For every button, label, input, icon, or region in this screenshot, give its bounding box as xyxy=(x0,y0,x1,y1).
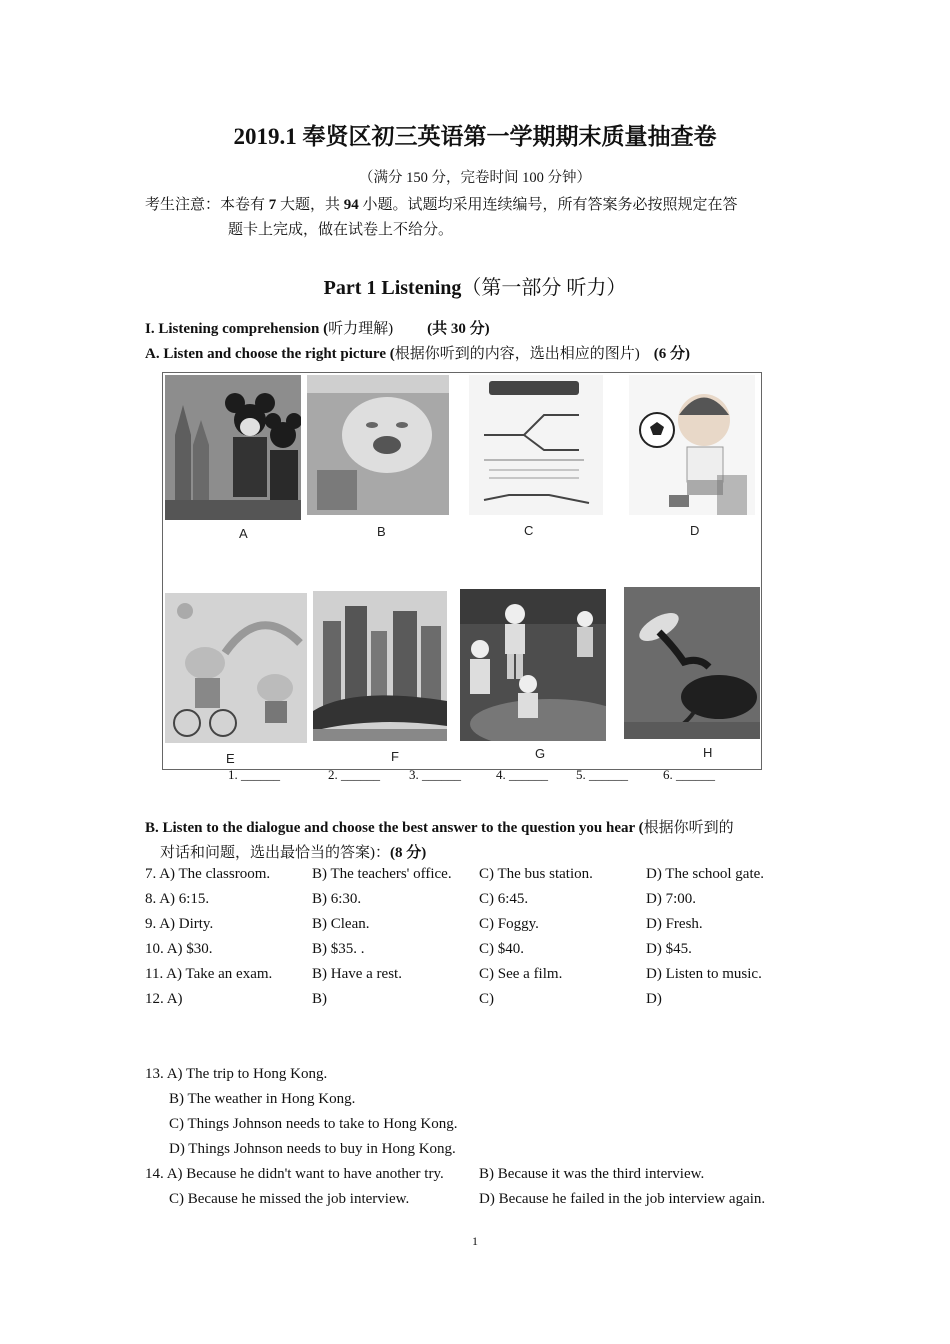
answer-blank: 2. ______ xyxy=(328,767,380,782)
section-b-heading xyxy=(145,816,734,837)
paper-subtitle: （满分 150 分，完卷时间 100 分钟） xyxy=(359,170,591,186)
section-a-score: (6 分) xyxy=(653,346,690,362)
option-c: C) xyxy=(479,991,494,1007)
section-i-score: (共 30 分) xyxy=(427,321,490,337)
part-title xyxy=(0,271,950,300)
option-d: D) Things Johnson needs to buy in Hong Kong. xyxy=(169,1141,456,1157)
question-number: 14. xyxy=(145,1166,164,1182)
section-b-score: (8 分) xyxy=(390,845,427,861)
picture-label: D xyxy=(690,523,700,538)
option-c: C) See a film. xyxy=(479,966,563,982)
option-a: A) xyxy=(166,991,183,1007)
cartoon-pigs-image xyxy=(165,593,307,743)
picture-label: C xyxy=(524,523,534,538)
section-a-heading xyxy=(145,342,690,363)
picture-label: H xyxy=(703,745,713,760)
city-train-image xyxy=(313,591,447,741)
notice-text: 小题。试题均采用连续编号，所有答案务必按照规定在答 xyxy=(358,197,738,213)
option-d: D) Listen to music. xyxy=(646,966,762,982)
transit-map-image xyxy=(469,375,603,515)
option-a: A) $30. xyxy=(166,941,213,957)
notice-questions: 94 xyxy=(343,197,359,213)
option-b: B) The teachers' office. xyxy=(312,866,452,882)
picture-grid xyxy=(162,372,762,770)
option-d: D) $45. xyxy=(646,941,692,957)
picture-label: F xyxy=(391,749,399,764)
option-b: B) $35. . xyxy=(312,941,365,957)
question-number: 13. xyxy=(145,1066,164,1082)
question-number: 9. xyxy=(145,916,157,932)
option-c: C) $40. xyxy=(479,941,524,957)
option-a: A) 6:15. xyxy=(159,891,210,907)
part-title-cn: （第一部分 听力） xyxy=(461,277,627,299)
option-b: B) xyxy=(312,991,327,1007)
paper-title: 2019.1 奉贤区初三英语第一学期期末质量抽查卷 xyxy=(233,124,717,149)
option-d: D) The school gate. xyxy=(646,866,765,882)
robots-image xyxy=(460,589,606,741)
section-i-en: I. Listening comprehension ( xyxy=(145,321,329,337)
section-a-en: A. Listen and choose the right picture ( xyxy=(145,346,395,362)
option-a: A) Dirty. xyxy=(159,916,214,932)
question-number: 8. xyxy=(145,891,157,907)
section-i-heading xyxy=(145,317,490,338)
question-number: 7. xyxy=(145,866,157,882)
section-a-cn: 根据你听到的内容，选出相应的图片) xyxy=(394,346,640,362)
option-d: D) xyxy=(646,991,662,1007)
picture-label: B xyxy=(377,524,386,539)
option-c: C) The bus station. xyxy=(479,866,593,882)
option-a: A) The classroom. xyxy=(159,866,271,882)
section-b-cn2: 对话和问题，选出最恰当的答案)： xyxy=(160,845,390,861)
option-b: B) Have a rest. xyxy=(312,966,402,982)
option-a: A) Take an exam. xyxy=(166,966,273,982)
baby-crying-image xyxy=(307,375,449,515)
option-c: C) Things Johnson needs to take to Hong Kong. xyxy=(169,1116,458,1132)
option-c: C) 6:45. xyxy=(479,891,529,907)
answer-blank: 4. ______ xyxy=(496,767,548,782)
option-a: A) The trip to Hong Kong. xyxy=(166,1066,328,1082)
option-c: C) Because he missed the job interview. xyxy=(169,1191,410,1207)
cormorant-fish-image xyxy=(624,587,760,739)
picture-label: E xyxy=(226,751,235,766)
question-number: 11. xyxy=(145,966,164,982)
option-b: B) Because it was the third interview. xyxy=(479,1166,705,1182)
answer-blank: 5. ______ xyxy=(576,767,628,782)
candidate-notice-line2: 题卡上完成，做在试卷上不给分。 xyxy=(228,222,454,238)
answer-blank: 1. ______ xyxy=(228,767,280,782)
answer-blank: 6. ______ xyxy=(663,767,715,782)
notice-sections: 7 xyxy=(268,197,277,213)
section-b-cn: 根据你听到的 xyxy=(643,820,734,836)
part-title-en: Part 1 Listening xyxy=(323,277,462,299)
question-number: 12. xyxy=(145,991,164,1007)
option-a: A) Because he didn't want to have another try. xyxy=(166,1166,444,1182)
notice-text: 大题，共 xyxy=(276,197,344,213)
candidate-notice xyxy=(145,193,738,214)
answer-blank: 3. ______ xyxy=(409,767,461,782)
option-b: B) 6:30. xyxy=(312,891,362,907)
option-d: D) Because he failed in the job interview again. xyxy=(479,1191,766,1207)
question-number: 10. xyxy=(145,941,164,957)
notice-text: 考生注意：本卷有 xyxy=(145,197,269,213)
option-d: D) 7:00. xyxy=(646,891,696,907)
option-c: C) Foggy. xyxy=(479,916,539,932)
picture-label: A xyxy=(239,526,248,541)
option-b: B) The weather in Hong Kong. xyxy=(169,1091,356,1107)
castle-characters-image xyxy=(165,375,301,520)
boy-football-image xyxy=(629,375,755,515)
section-b-heading-line2 xyxy=(160,841,426,862)
section-b-en: B. Listen to the dialogue and choose the best answer to the question you hear ( xyxy=(145,820,644,836)
page-number: 1 xyxy=(472,1234,478,1248)
option-d: D) Fresh. xyxy=(646,916,703,932)
picture-label: G xyxy=(535,746,546,761)
option-b: B) Clean. xyxy=(312,916,370,932)
section-i-cn: 听力理解) xyxy=(328,321,394,337)
